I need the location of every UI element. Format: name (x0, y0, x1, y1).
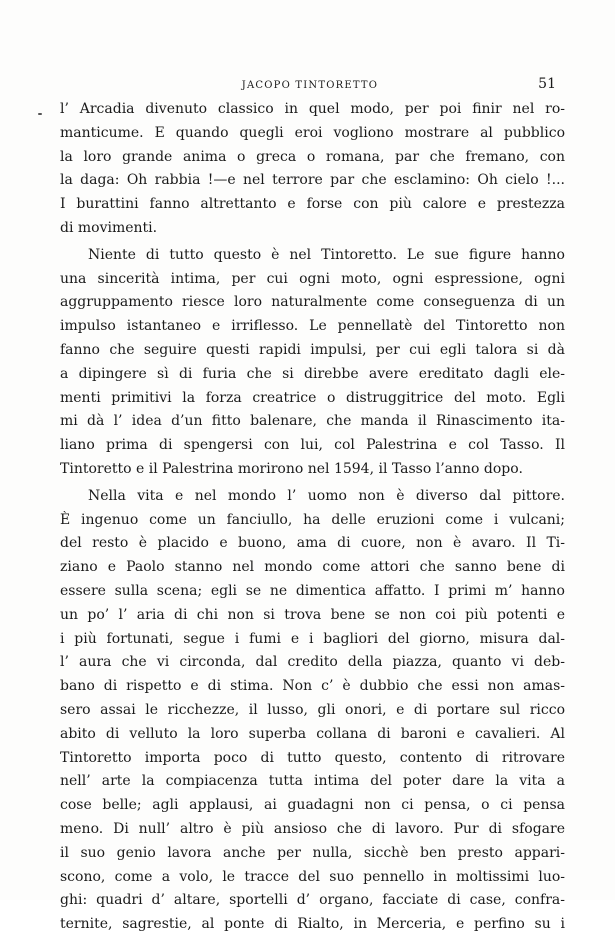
text-line: liano prima di spengersi con lui, col Palestrina e col Tasso. Il (60, 437, 565, 454)
text-line: I burattini fanno altrettanto e forse con più calore e prestezza (60, 196, 565, 213)
text-line: Tintoretto e il Palestrina morirono nel 1594, il Tasso l’anno dopo. (60, 460, 523, 477)
text-line: abito di velluto la loro superba collana di baroni e cavalieri. Al (60, 725, 565, 742)
text-line: un po’ l’ aria di chi non si trova bene se non coi più potenti e (60, 606, 565, 623)
text-line: cose belle; agli applausi, ai guadagni non ci pensa, o ci pensa (60, 797, 565, 814)
running-head (60, 76, 560, 96)
text-line: la daga: Oh rabbia !—e nel terrore par che esclamino: Oh cielo !... (60, 172, 565, 189)
text-line: manticume. E quando quegli eroi vogliono mostrare al pubblico (60, 124, 565, 141)
text-line: la loro grande anima o greca o romana, par che fremano, con (60, 148, 565, 165)
text-line: i più fortunati, segue i fumi e i bagliori del giorno, misura dal- (60, 630, 565, 647)
text-line: menti primitivi la forza creatrice o distruggitrice del moto. Egli (60, 389, 565, 406)
text-line: l’ aura che vi circonda, dal credito della piazza, quanto vi deb- (60, 654, 565, 671)
text-line: una sincerità intima, per cui ogni moto, ogni espressione, ogni (60, 270, 565, 287)
text-line: il suo genio lavora anche per nulla, sicchè ben presto appari- (60, 844, 565, 861)
text-line: sero assai le ricchezze, il lusso, gli onori, e di portare sul ricco (60, 701, 565, 718)
text-line: aggruppamento riesce loro naturalmente come conseguenza di un (60, 294, 565, 311)
text-line: Niente di tutto questo è nel Tintoretto. Le sue figure hanno (88, 246, 565, 263)
text-line: ternite, sagrestie, al ponte di Rialto, in Merceria, e perfino su i (60, 916, 565, 933)
text-line: scono, come a volo, le tracce del suo pennello in moltissimi luo- (60, 868, 565, 885)
text-line: È ingenuo come un fanciullo, ha delle eruzioni come i vulcani; (60, 511, 565, 528)
text-line: fanno che seguire questi rapidi impulsi, per cui egli talora si dà (60, 341, 565, 358)
text-line: bano di rispetto e di stima. Non c’ è dubbio che essi non amas- (60, 678, 565, 695)
running-title: JACOPO TINTORETTO (241, 80, 379, 91)
text-line: meno. Di null’ altro è più ansioso che di lavoro. Pur di sfogare (60, 820, 565, 837)
page-number: 51 (538, 76, 556, 92)
text-line: di movimenti. (60, 219, 158, 236)
text-line: ziano e Paolo stanno nel mondo come attori che sanno bene di (60, 559, 565, 576)
text-line: impulso istantaneo e irriflesso. Le pennellatè del Tintoretto non (60, 318, 565, 335)
text-line: ghi: quadri d’ altare, sportelli d’ organo, facciate di case, confra- (60, 892, 565, 909)
body-text (60, 98, 565, 937)
margin-mark (38, 113, 42, 115)
text-line: a dipingere sì di furia che si direbbe avere ereditato dagli ele- (60, 365, 565, 382)
text-line: nell’ arte la compiacenza tutta intima del poter dare la vita a (60, 773, 565, 790)
text-line: del resto è placido e buono, ama di cuore, non è avaro. Il Ti- (60, 535, 565, 552)
text-line: l’ Arcadia divenuto classico in quel modo, per poi finir nel ro- (60, 101, 565, 117)
text-line: Tintoretto importa poco di tutto questo, contento di ritrovare (60, 749, 565, 766)
text-line: Nella vita e nel mondo l’ uomo non è diverso dal pittore. (88, 487, 565, 504)
text-line: essere sulla scena; egli se ne dimentica affatto. I primi m’ hanno (60, 582, 565, 599)
text-line: mi dà l’ idea d’un fitto balenare, che manda il Rinascimento ita- (60, 413, 565, 430)
